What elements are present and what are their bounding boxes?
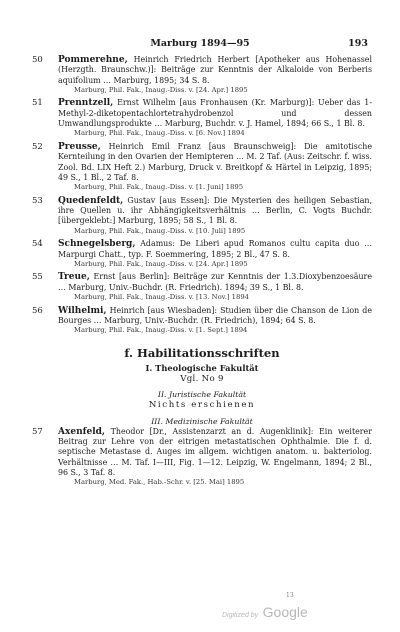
running-title: Marburg 1894—95 xyxy=(150,38,250,49)
entry-author: Axenfeld, xyxy=(58,426,106,437)
entry-author: Treue, xyxy=(58,272,90,283)
entry-body: Heinrich [aus Wiesbaden]: Studien über die Chanson de Lion de Bourges … Marburg, Univ.-Buchdr. (R. Friedrich), 1894; 64 S. 8. xyxy=(58,305,372,325)
entry-body: Ernst Wilhelm [aus Fronhausen (Kr. Marburg)]: Ueber das 1-Methyl-2-diketopentachlortetrahydrobenzol und dessen Umwandlungsprodukte … Marburg, Buchdr. v. J. Hamel, 1894; 66 S., 1 Bl. 8. xyxy=(58,98,372,129)
signature-mark: 13 xyxy=(286,592,294,599)
entry-text xyxy=(58,239,372,260)
entry-number: 57 xyxy=(32,426,43,437)
page-header xyxy=(32,38,368,52)
entry-dissertation-note: Marburg, Phil. Fak., Inaug.-Diss. v. [6. Nov.] 1894 xyxy=(74,129,245,138)
bibliography-entry xyxy=(32,239,372,269)
entry-number: 56 xyxy=(32,305,43,316)
entry-body: Theodor [Dr., Assistenzarzt an d. Augenklinik]: Ein weiterer Beitrag zur Lehre von der eitrigen metastatischen Ophthalmie. Die f. d. septische Metastase d. Auges im allgem. wichtigen anatom. u. bakteriolog. Verhältnisse … M. Taf. I—III, Fig. 1—12. Leipzig, W. Engelmann, 1894; 2 Bl., 96 S., 3 Taf. 8. xyxy=(58,426,372,477)
entry-dissertation-note: Marburg, Phil. Fak., Inaug.-Diss. v. [13. Nov.] 1894 xyxy=(74,293,249,302)
entry-number: 52 xyxy=(32,141,43,152)
entry-author: Prenntzell, xyxy=(58,98,114,109)
entry-number: 50 xyxy=(32,55,43,65)
entry-text xyxy=(58,272,372,293)
faculty-note: Nichts erschienen xyxy=(148,400,256,411)
entry-number: 54 xyxy=(32,239,43,250)
faculty-heading: III. Medizinische Fakultät xyxy=(151,416,253,426)
entry-body: Heinrich Friedrich Herbert [Apotheker aus Hohenassel (Herzgth. Braunschw.)]: Beiträge zur Kenntnis der Alkaloide von Berberis aquifolium … Marburg, 1895; 34 S. 8. xyxy=(58,55,372,85)
bibliography-entry xyxy=(32,196,372,236)
entry-dissertation-note: Marburg, Phil. Fak., Inaug.-Diss. v. [1. Sept.] 1894 xyxy=(74,326,248,335)
bibliography-entry xyxy=(32,272,372,302)
google-logo-text: Google xyxy=(262,604,308,620)
entry-number: 53 xyxy=(32,195,43,206)
entry-dissertation-note: Marburg, Phil. Fak., Inaug.-Diss. v. [24. Apr.] 1895 xyxy=(74,259,248,268)
faculty-note: Vgl. No 9 xyxy=(180,373,224,384)
entry-dissertation-note: Marburg, Phil. Fak., Inaug.-Diss. v. [1. Juni] 1895 xyxy=(74,183,244,192)
entry-text xyxy=(58,427,372,478)
entry-dissertation-note: Marburg, Phil. Fak., Inaug.-Diss. v. [24. Apr.] 1895 xyxy=(74,85,248,94)
entry-body: Adamus: De Liberi apud Romanos cultu capita duo … Marpurgi Chatt., typ. F. Soemmering, 1895; 2 Bl., 47 S. 8. xyxy=(58,239,372,259)
section-title: f. Habilitationsschriften xyxy=(124,345,280,360)
entry-dissertation-note: Marburg, Med. Fak., Hab.-Schr. v. [25. Mai] 1895 xyxy=(74,478,245,487)
entry-text xyxy=(58,306,372,327)
bibliography-entry xyxy=(32,98,372,138)
entry-author: Schnegelsberg, xyxy=(58,239,136,250)
bibliography-entry xyxy=(32,427,372,488)
entry-text xyxy=(58,196,372,227)
faculty-heading: II. Juristische Fakultät xyxy=(157,390,247,400)
entry-list xyxy=(32,55,372,491)
entry-body: Ernst [aus Berlin]: Beiträge zur Kenntnis der 1.3.Dioxybenzoesäure … Marburg, Univ.-Buchdr. (R. Friedrich). 1894; 39 S., 1 Bl. 8. xyxy=(58,272,372,292)
entry-author: Wilhelmi, xyxy=(58,305,107,316)
entry-number: 55 xyxy=(32,272,43,283)
bibliography-entry xyxy=(32,306,372,336)
entry-text xyxy=(58,55,372,86)
entry-author: Preusse, xyxy=(58,141,101,152)
entry-body: Heinrich Emil Franz [aus Braunschweig]: Die amitotische Kernteilung in den Ovarien der Hemipteren … M. 2 Taf. (Aus: Zeitschr. f. wiss. Zool. Bd. LIX Heft 2.) Marburg, Druck v. Breitkopf & Härtel in Leipzig, 1895; 49 S., 1 Bl., 2 Taf. 8. xyxy=(58,141,372,182)
entry-text xyxy=(58,98,372,129)
bibliography-entry xyxy=(32,55,372,95)
page-number: 193 xyxy=(348,38,368,49)
bibliography-entry xyxy=(32,142,372,193)
entry-text xyxy=(58,142,372,183)
google-watermark xyxy=(222,604,308,622)
entry-number: 51 xyxy=(32,98,43,109)
digitized-by-text: Digitized by xyxy=(222,612,259,619)
habilitation-section xyxy=(32,346,372,427)
entry-dissertation-note: Marburg, Phil. Fak., Inaug.-Diss. v. [10. Juli] 1895 xyxy=(74,226,246,235)
faculty-heading: I. Theologische Fakultät xyxy=(145,362,259,373)
entry-body: Gustav [aus Essen]: Die Mysterien des heiligen Sebastian, ihre Quellen u. ihr Abhängigkeitsverhältnis … Berlin, C. Vogts Buchdr. [übergeklebt:] Marburg, 1895; 58 S., 1 Bl. 8. xyxy=(58,195,372,226)
entry-author: Quedenfeldt, xyxy=(58,195,124,206)
entry-author: Pommerehne, xyxy=(58,55,128,65)
